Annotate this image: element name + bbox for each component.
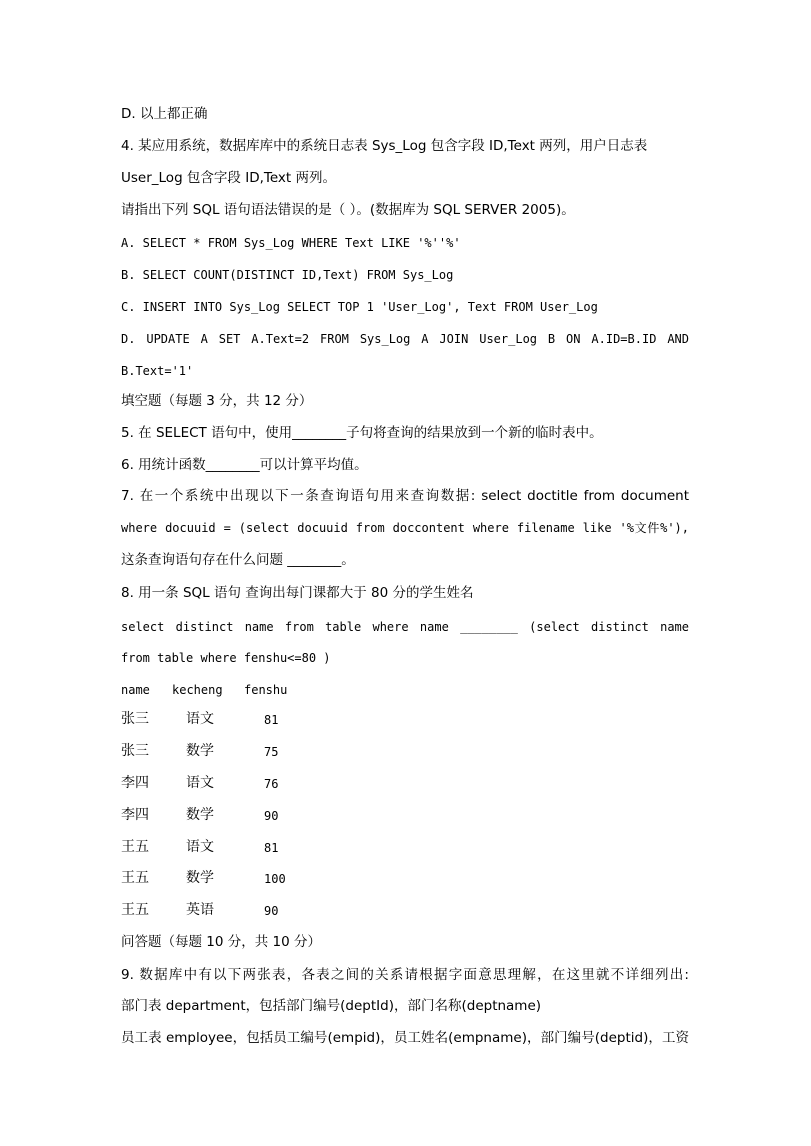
table-cell-name: 张三 [121, 743, 149, 759]
section-heading-fill-in: 填空题（每题 3 分，共 12 分） [121, 393, 313, 409]
question-9-line-3: 员工表 employee，包括员工编号(empid)，员工姓名(empname)，部门编号(deptid)，工资 [121, 1030, 689, 1046]
table-cell-fenshu: 75 [264, 745, 279, 759]
table-header-fenshu: fenshu [244, 683, 288, 697]
table-cell-fenshu: 100 [264, 872, 286, 886]
table-cell-name: 王五 [121, 902, 149, 918]
question-8-sql-line-2: from table where fenshu<=80 ) [121, 651, 331, 665]
table-cell-fenshu: 81 [264, 713, 279, 727]
question-9-line-1: 9. 数据库中有以下两张表，各表之间的关系请根据字面意思理解，在这里就不详细列出: [121, 967, 689, 983]
table-cell-kecheng: 语文 [186, 711, 214, 727]
table-cell-name: 王五 [121, 870, 149, 886]
question-4-line-2: User_Log 包含字段 ID,Text 两列。 [121, 170, 336, 186]
table-cell-fenshu: 76 [264, 777, 279, 791]
table-cell-fenshu: 90 [264, 904, 279, 918]
table-header-kecheng: kecheng [172, 683, 223, 697]
option-b-q4: B. SELECT COUNT(DISTINCT ID,Text) FROM Sys_Log [121, 268, 454, 282]
question-7-line-2: where docuuid = (select docuuid from doccontent where filename like '%文件%'), [121, 521, 689, 535]
question-7-line-3: 这条查询语句存在什么问题 ________。 [121, 552, 355, 568]
option-a-q4: A. SELECT * FROM Sys_Log WHERE Text LIKE '%''%' [121, 236, 461, 250]
option-d-q4-line-1: D. UPDATE A SET A.Text=2 FROM Sys_Log A JOIN User_Log B ON A.ID=B.ID AND [121, 332, 689, 346]
table-cell-name: 张三 [121, 711, 149, 727]
table-cell-kecheng: 语文 [186, 839, 214, 855]
question-8-sql-line-1: select distinct name from table where name ________ (select distinct name [121, 620, 689, 634]
table-cell-name: 李四 [121, 775, 149, 791]
question-4-line-1: 4. 某应用系统，数据库库中的系统日志表 Sys_Log 包含字段 ID,Text 两列，用户日志表 [121, 138, 648, 154]
question-5: 5. 在 SELECT 语句中，使用________子句将查询的结果放到一个新的临时表中。 [121, 425, 603, 441]
table-cell-name: 李四 [121, 807, 149, 823]
table-cell-kecheng: 语文 [186, 775, 214, 791]
question-4-prompt: 请指出下列 SQL 语句语法错误的是（ ）。(数据库为 SQL SERVER 2005)。 [121, 202, 575, 218]
table-cell-name: 王五 [121, 839, 149, 855]
question-9-line-2: 部门表 department，包括部门编号(deptId)，部门名称(deptname) [121, 998, 542, 1014]
question-7-line-1: 7. 在一个系统中出现以下一条查询语句用来查询数据: select doctitle from document [121, 488, 689, 504]
table-cell-fenshu: 90 [264, 809, 279, 823]
table-header-name: name [121, 683, 150, 697]
table-cell-kecheng: 数学 [186, 807, 214, 823]
section-heading-qa: 问答题（每题 10 分，共 10 分） [121, 934, 322, 950]
option-c-q4: C. INSERT INTO Sys_Log SELECT TOP 1 'User_Log', Text FROM User_Log [121, 300, 598, 314]
question-8: 8. 用一条 SQL 语句 查询出每门课都大于 80 分的学生姓名 [121, 585, 474, 601]
question-6: 6. 用统计函数________可以计算平均值。 [121, 457, 368, 473]
table-cell-kecheng: 数学 [186, 743, 214, 759]
table-cell-kecheng: 数学 [186, 870, 214, 886]
table-cell-fenshu: 81 [264, 841, 279, 855]
option-d-q4-line-2: B.Text='1' [121, 364, 194, 378]
table-cell-kecheng: 英语 [186, 902, 214, 918]
option-d-q3: D. 以上都正确 [121, 106, 208, 122]
